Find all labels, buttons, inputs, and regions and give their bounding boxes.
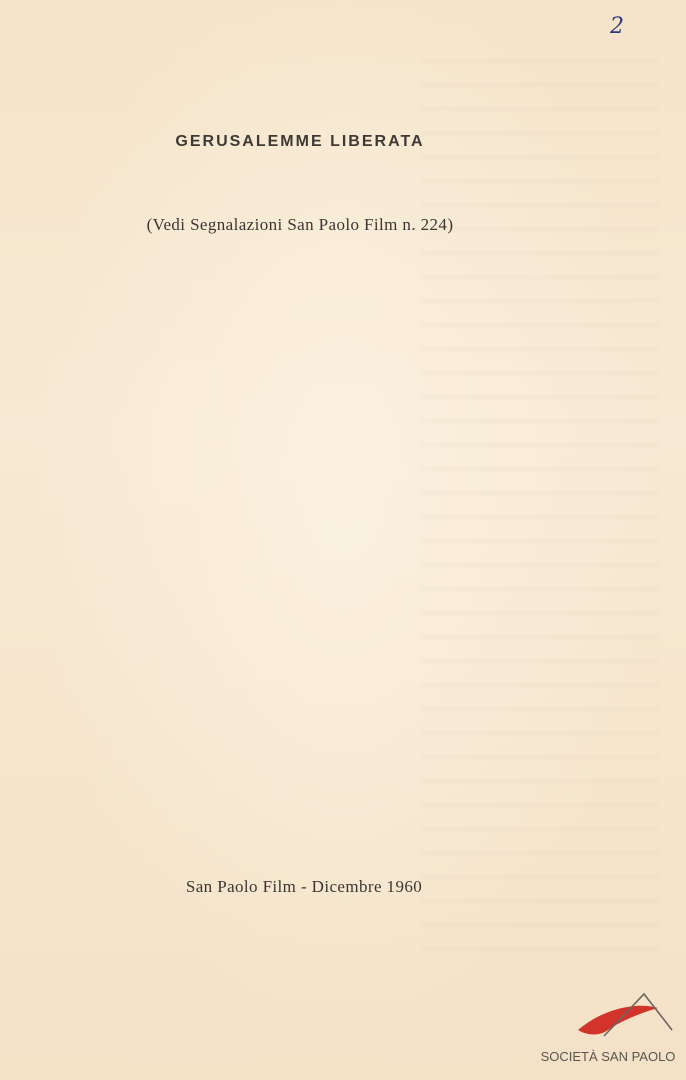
societa-san-paolo-logo (538, 990, 678, 1070)
publisher-date-line: San Paolo Film - Dicembre 1960 (185, 877, 423, 896)
document-title: GERUSALEMME LIBERATA (175, 133, 425, 150)
bleed-through-texture (420, 60, 660, 960)
reference-note: (Vedi Segnalazioni San Paolo Film n. 224) (146, 215, 454, 234)
logo-text: SOCIETÀ SAN PAOLO (540, 1049, 676, 1064)
san-paolo-swoosh-icon (574, 990, 674, 1042)
handwritten-page-number: 2 (610, 14, 624, 39)
